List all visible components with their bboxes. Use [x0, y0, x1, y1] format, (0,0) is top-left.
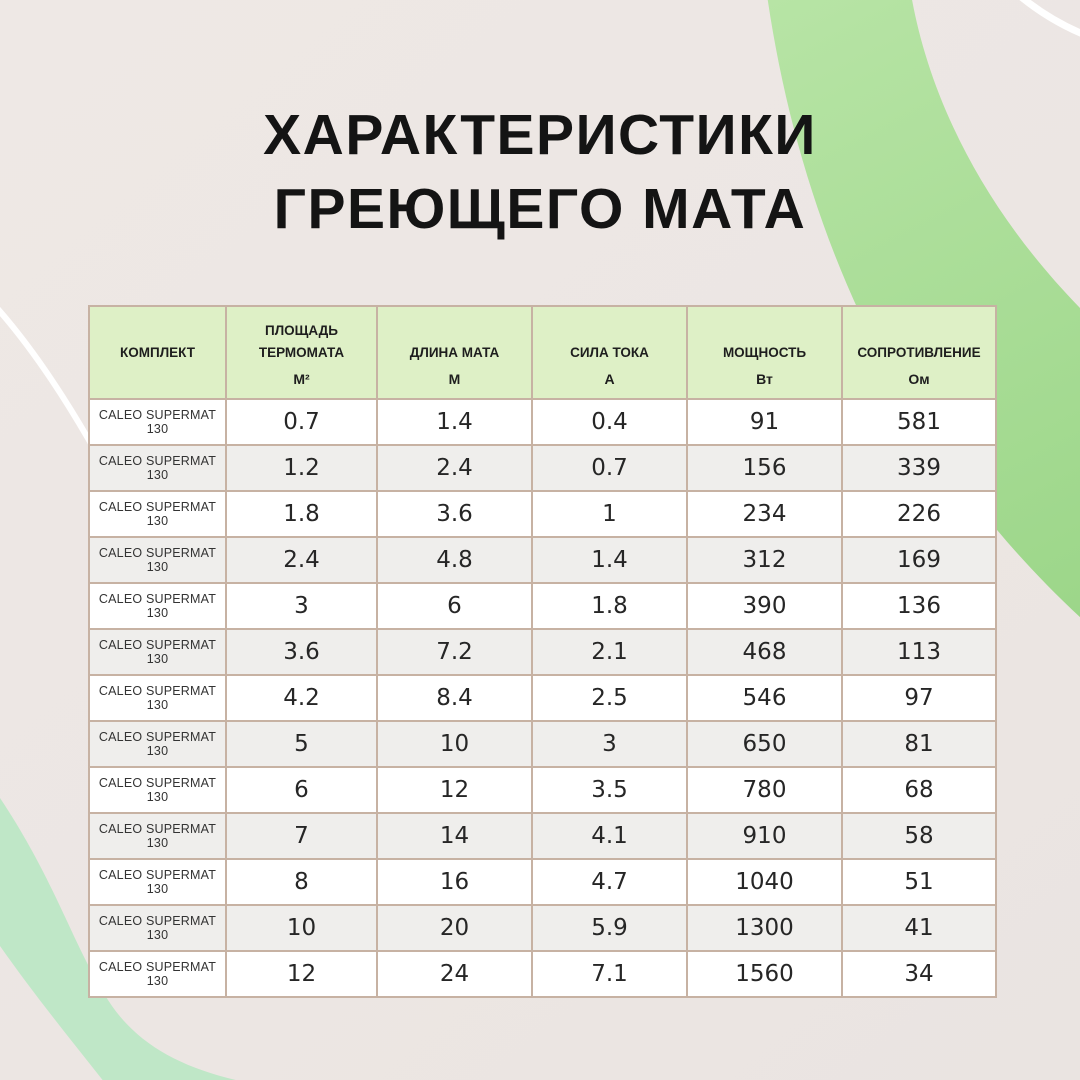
kit-name-cell: CALEO SUPERMAT 130 — [89, 813, 226, 859]
value-cell: 4.7 — [532, 859, 687, 905]
kit-name-cell: CALEO SUPERMAT 130 — [89, 721, 226, 767]
value-cell: 156 — [687, 445, 842, 491]
value-cell: 41 — [842, 905, 996, 951]
kit-name-cell: CALEO SUPERMAT 130 — [89, 859, 226, 905]
value-cell: 1.4 — [377, 399, 532, 445]
spec-table-header — [89, 306, 996, 399]
value-cell: 3 — [532, 721, 687, 767]
value-cell: 7.1 — [532, 951, 687, 997]
page-title-line2: ГРЕЮЩЕГО МАТА — [273, 177, 807, 241]
value-cell: 51 — [842, 859, 996, 905]
value-cell: 8.4 — [377, 675, 532, 721]
value-cell: 1.4 — [532, 537, 687, 583]
kit-name-cell: CALEO SUPERMAT 130 — [89, 951, 226, 997]
table-row — [89, 767, 996, 813]
value-cell: 4.2 — [226, 675, 377, 721]
table-row — [89, 491, 996, 537]
column-header-dlina — [377, 306, 532, 399]
value-cell: 3 — [226, 583, 377, 629]
kit-name-cell: CALEO SUPERMAT 130 — [89, 491, 226, 537]
header-row — [89, 306, 996, 399]
page-title — [0, 98, 1080, 246]
value-cell: 34 — [842, 951, 996, 997]
value-cell: 8 — [226, 859, 377, 905]
value-cell: 650 — [687, 721, 842, 767]
value-cell: 3.6 — [226, 629, 377, 675]
table-row — [89, 445, 996, 491]
table-row — [89, 399, 996, 445]
column-label: СОПРОТИВЛЕНИЕ — [857, 345, 981, 360]
column-label: СИЛА ТОКА — [570, 345, 649, 360]
value-cell: 339 — [842, 445, 996, 491]
column-label: КОМПЛЕКТ — [120, 345, 195, 360]
value-cell: 780 — [687, 767, 842, 813]
table-row — [89, 813, 996, 859]
value-cell: 2.4 — [226, 537, 377, 583]
column-unit: М — [448, 371, 461, 387]
value-cell: 0.7 — [532, 445, 687, 491]
value-cell: 1.8 — [226, 491, 377, 537]
table-row — [89, 537, 996, 583]
table-row — [89, 629, 996, 675]
value-cell: 1.8 — [532, 583, 687, 629]
value-cell: 10 — [377, 721, 532, 767]
column-header-soprotivlenie — [842, 306, 996, 399]
value-cell: 2.4 — [377, 445, 532, 491]
value-cell: 81 — [842, 721, 996, 767]
table-row — [89, 675, 996, 721]
value-cell: 234 — [687, 491, 842, 537]
kit-name-cell: CALEO SUPERMAT 130 — [89, 629, 226, 675]
kit-name-cell: CALEO SUPERMAT 130 — [89, 767, 226, 813]
value-cell: 1 — [532, 491, 687, 537]
value-cell: 16 — [377, 859, 532, 905]
value-cell: 1.2 — [226, 445, 377, 491]
kit-name-cell: CALEO SUPERMAT 130 — [89, 537, 226, 583]
value-cell: 68 — [842, 767, 996, 813]
value-cell: 3.6 — [377, 491, 532, 537]
value-cell: 4.8 — [377, 537, 532, 583]
column-header-sila-toka — [532, 306, 687, 399]
value-cell: 6 — [377, 583, 532, 629]
value-cell: 390 — [687, 583, 842, 629]
table-row — [89, 951, 996, 997]
value-cell: 97 — [842, 675, 996, 721]
page-title-line1: ХАРАКТЕРИСТИКИ — [263, 103, 817, 167]
value-cell: 20 — [377, 905, 532, 951]
kit-name-cell: CALEO SUPERMAT 130 — [89, 399, 226, 445]
value-cell: 1040 — [687, 859, 842, 905]
value-cell: 2.5 — [532, 675, 687, 721]
value-cell: 2.1 — [532, 629, 687, 675]
value-cell: 12 — [377, 767, 532, 813]
value-cell: 468 — [687, 629, 842, 675]
column-label: ДЛИНА МАТА — [409, 345, 500, 360]
column-header-moshchnost — [687, 306, 842, 399]
column-label: МОЩНОСТЬ — [722, 345, 807, 360]
value-cell: 0.7 — [226, 399, 377, 445]
kit-name-cell: CALEO SUPERMAT 130 — [89, 445, 226, 491]
table-row — [89, 859, 996, 905]
table-row — [89, 905, 996, 951]
value-cell: 1560 — [687, 951, 842, 997]
column-unit: Вт — [756, 371, 773, 387]
value-cell: 581 — [842, 399, 996, 445]
value-cell: 24 — [377, 951, 532, 997]
value-cell: 5.9 — [532, 905, 687, 951]
value-cell: 7 — [226, 813, 377, 859]
value-cell: 7.2 — [377, 629, 532, 675]
column-unit: М² — [293, 371, 310, 387]
column-label: ПЛОЩАДЬ ТЕРМОМАТА — [258, 323, 345, 360]
value-cell: 312 — [687, 537, 842, 583]
spec-table — [88, 305, 997, 998]
value-cell: 4.1 — [532, 813, 687, 859]
value-cell: 5 — [226, 721, 377, 767]
kit-name-cell: CALEO SUPERMAT 130 — [89, 675, 226, 721]
value-cell: 113 — [842, 629, 996, 675]
value-cell: 1300 — [687, 905, 842, 951]
value-cell: 6 — [226, 767, 377, 813]
value-cell: 226 — [842, 491, 996, 537]
value-cell: 546 — [687, 675, 842, 721]
value-cell: 0.4 — [532, 399, 687, 445]
value-cell: 136 — [842, 583, 996, 629]
kit-name-cell: CALEO SUPERMAT 130 — [89, 583, 226, 629]
value-cell: 14 — [377, 813, 532, 859]
value-cell: 910 — [687, 813, 842, 859]
value-cell: 10 — [226, 905, 377, 951]
value-cell: 3.5 — [532, 767, 687, 813]
value-cell: 91 — [687, 399, 842, 445]
value-cell: 58 — [842, 813, 996, 859]
table-row — [89, 721, 996, 767]
column-header-komplekt — [89, 306, 226, 399]
column-header-ploshchad — [226, 306, 377, 399]
column-unit: Ом — [908, 371, 930, 387]
table-row — [89, 583, 996, 629]
value-cell: 169 — [842, 537, 996, 583]
value-cell: 12 — [226, 951, 377, 997]
column-unit: А — [604, 371, 615, 387]
kit-name-cell: CALEO SUPERMAT 130 — [89, 905, 226, 951]
white-circle-outline-decoration — [925, 0, 1080, 55]
spec-table-body — [89, 399, 996, 997]
